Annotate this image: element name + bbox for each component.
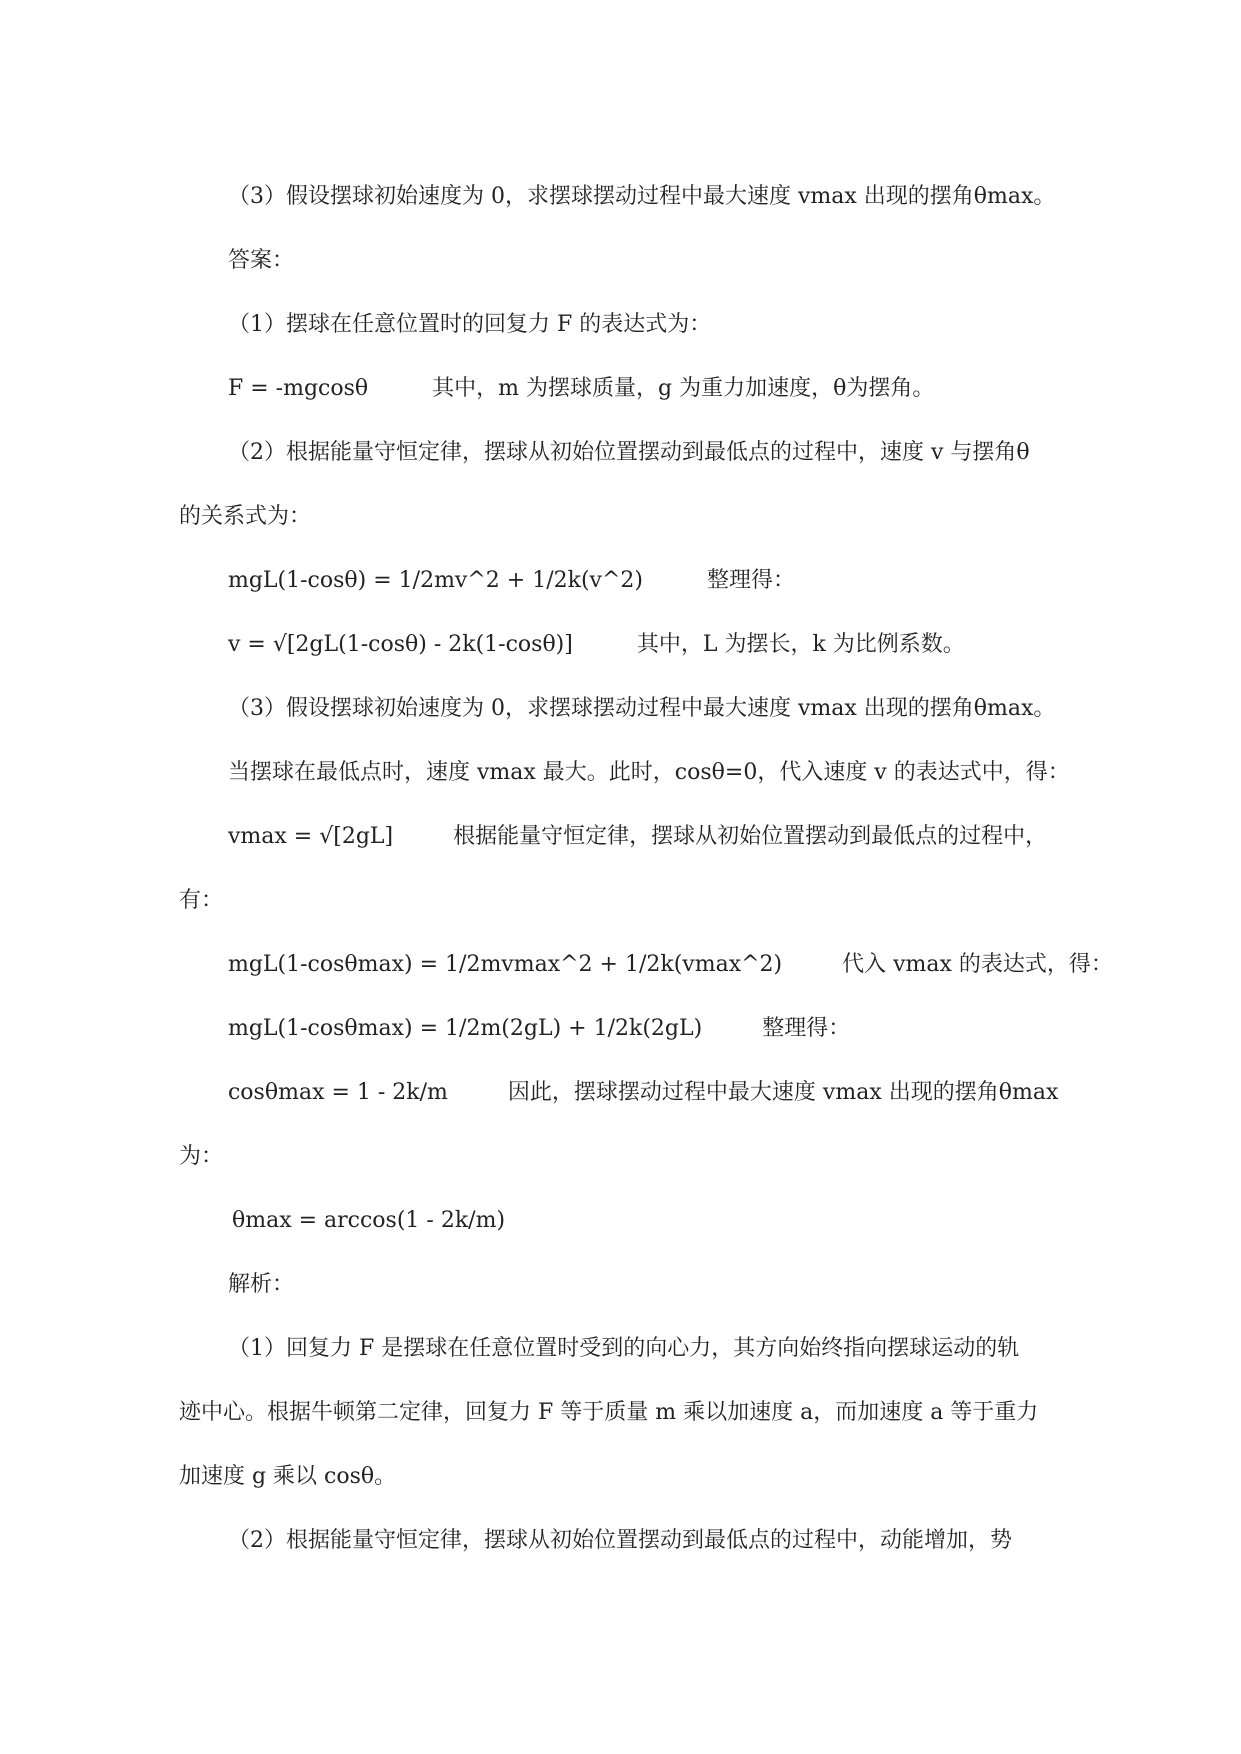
line-text: 因此，摆球摆动过程中最大速度 vmax 出现的摆角θmax <box>507 1080 1059 1105</box>
line-text: （1）回复力 F 是摆球在任意位置时受到的向心力，其方向始终指向摆球运动的轨 <box>227 1336 1020 1361</box>
formula: mgL(1-cosθmax) = 1/2m(2gL) + 1/2k(2gL) <box>227 1016 703 1041</box>
line-text: 加速度 g 乘以 cosθ。 <box>178 1464 397 1489</box>
line-text: （3）假设摆球初始速度为 0，求摆球摆动过程中最大速度 vmax 出现的摆角θmax。 <box>227 184 1056 209</box>
line-text: 整理得： <box>762 1016 851 1041</box>
line-text: 答案： <box>227 248 294 273</box>
formula: mgL(1-cosθmax) = 1/2mvmax^2 + 1/2k(vmax^2) <box>227 952 783 977</box>
formula: v = √[2gL(1-cosθ) - 2k(1-cosθ)] <box>227 632 573 657</box>
paragraph-line <box>200 1496 1200 1586</box>
formula: mgL(1-cosθ) = 1/2mv^2 + 1/2k(v^2) <box>227 568 643 593</box>
formula: cosθmax = 1 - 2k/m <box>227 1080 448 1105</box>
line-text: 其中，L 为摆长，k 为比例系数。 <box>636 632 965 657</box>
line-text: 其中，m 为摆球质量，g 为重力加速度，θ为摆角。 <box>432 376 935 401</box>
line-text: 解析： <box>227 1272 294 1297</box>
line-text: 根据能量守恒定律，摆球从初始位置摆动到最低点的过程中， <box>453 824 1048 849</box>
line-text: 当摆球在最低点时，速度 vmax 最大。此时，cosθ=0，代入速度 v 的表达式中，得： <box>227 760 1070 785</box>
line-text: 整理得： <box>706 568 795 593</box>
line-text: 有： <box>178 888 223 913</box>
line-text: 迹中心。根据牛顿第二定律，回复力 F 等于质量 m 乘以加速度 a，而加速度 a 等于重力 <box>178 1400 1039 1425</box>
formula: θmax = arccos(1 - 2k/m) <box>231 1208 506 1233</box>
line-text: 的关系式为： <box>178 504 311 529</box>
line-text: （1）摆球在任意位置时的回复力 F 的表达式为： <box>227 312 712 337</box>
line-text: 为： <box>178 1144 223 1169</box>
line-text: （2）根据能量守恒定律，摆球从初始位置摆动到最低点的过程中，动能增加，势 <box>227 1528 1012 1553</box>
line-text: （3）假设摆球初始速度为 0，求摆球摆动过程中最大速度 vmax 出现的摆角θmax。 <box>227 696 1056 721</box>
formula: vmax = √[2gL] <box>227 824 394 849</box>
line-text: （2）根据能量守恒定律，摆球从初始位置摆动到最低点的过程中，速度 v 与摆角θ <box>227 440 1030 465</box>
line-text: 代入 vmax 的表达式，得： <box>842 952 1113 977</box>
formula: F = -mgcosθ <box>227 376 369 401</box>
